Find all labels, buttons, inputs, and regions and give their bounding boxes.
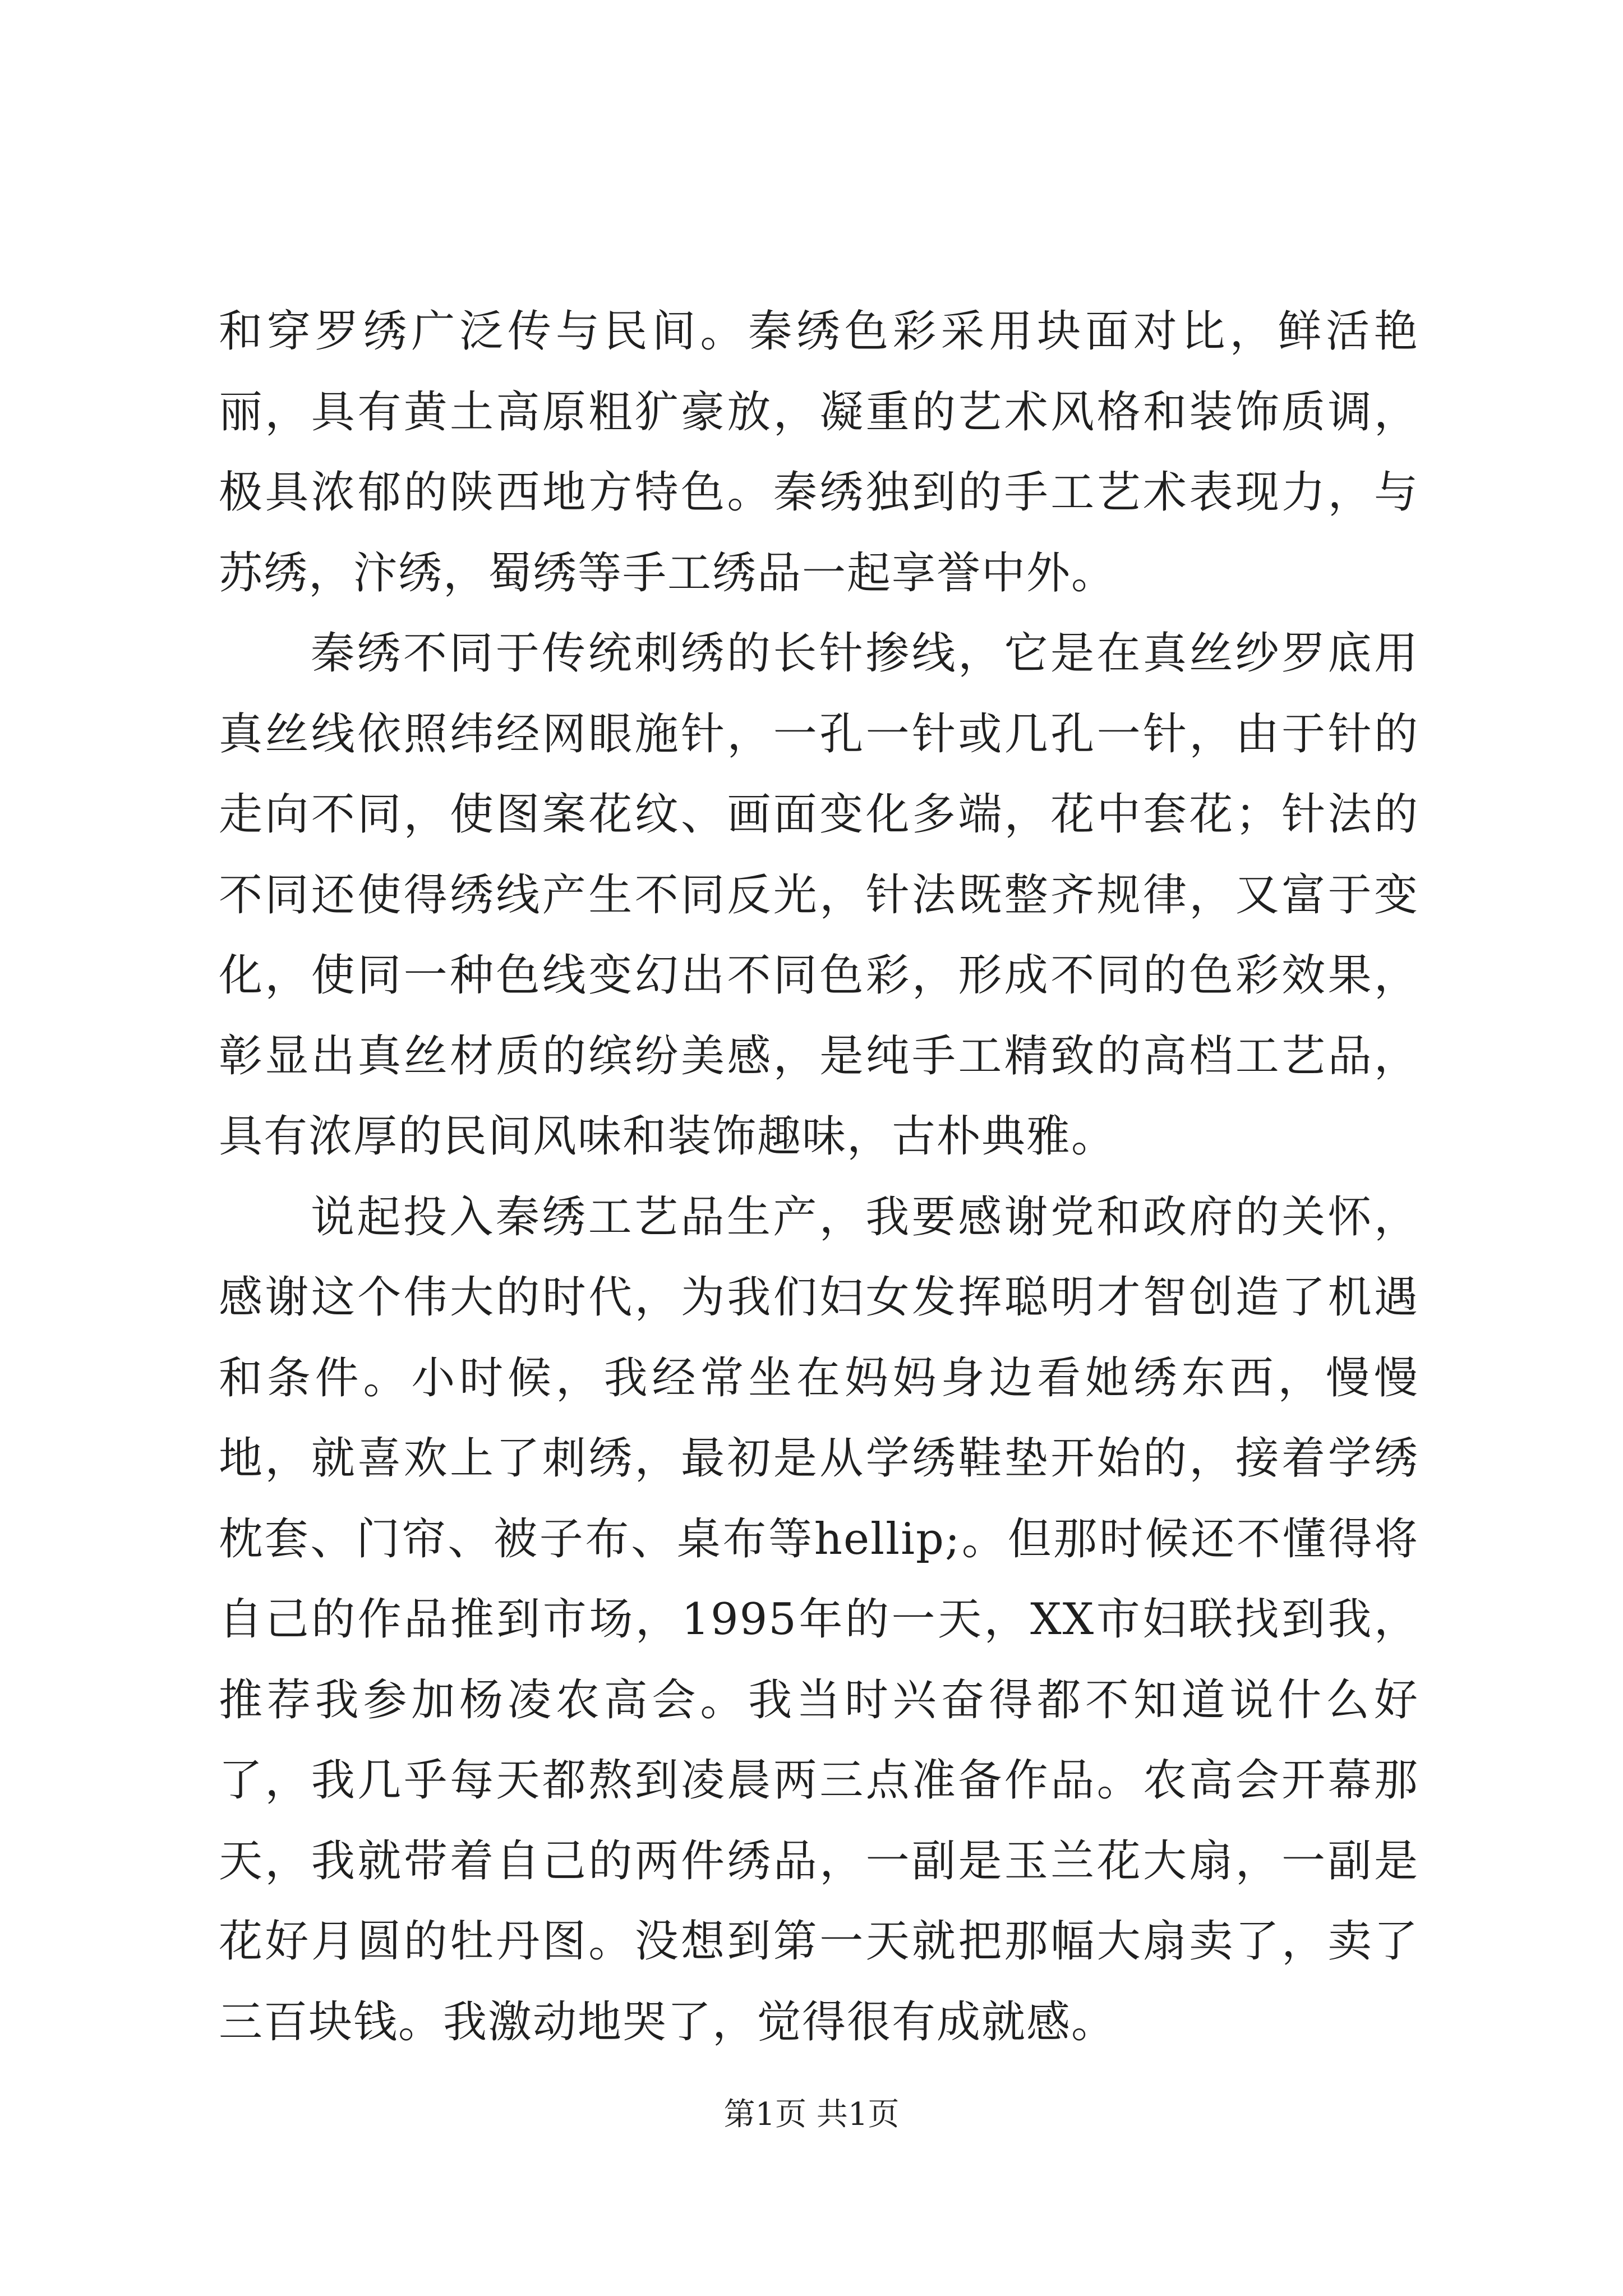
paragraph-3: 说起投入秦绣工艺品生产，我要感谢党和政府的关怀，感谢这个伟大的时代，为我们妇女发挥聪明才智创造了机遇和条件。小时候，我经常坐在妈妈身边看她绣东西，慢慢地，就喜欢上了刺绣，最初是从学绣鞋垫开始的，接着学绣枕套、门帘、被子布、桌布等hellip;。但那时候还不懂得将自己的作品推到市场，1995年的一天，XX市妇联找到我，推荐我参加杨凌农高会。我当时兴奋得都不知道说什么好了，我几乎每天都熬到凌晨两三点准备作品。农高会开幕那天，我就带着自己的两件绣品，一副是玉兰花大扇，一副是花好月圆的牡丹图。没想到第一天就把那幅大扇卖了，卖了三百块钱。我激动地哭了，觉得很有成就感。 [219, 1191, 1419, 2047]
paragraph-2: 秦绣不同于传统刺绣的长针掺线，它是在真丝纱罗底用真丝线依照纬经网眼施针，一孔一针或几孔一针，由于针的走向不同，使图案花纹、画面变化多端，花中套花；针法的不同还使得绣线产生不同反光，针法既整齐规律，又富于变化，使同一种色线变幻出不同色彩，形成不同的色彩效果，彰显出真丝材质的缤纷美感，是纯手工精致的高档工艺品，具有浓厚的民间风味和装饰趣味，古朴典雅。 [219, 628, 1419, 1162]
page-footer: 第1页 共1页 [723, 2096, 900, 2133]
document-body [219, 292, 1419, 2063]
paragraph-1: 和穿罗绣广泛传与民间。秦绣色彩采用块面对比，鲜活艳丽，具有黄土高原粗犷豪放，凝重的艺术风格和装饰质调，极具浓郁的陕西地方特色。秦绣独到的手工艺术表现力，与苏绣，汴绣，蜀绣等手工绣品一起享誉中外。 [219, 306, 1419, 599]
